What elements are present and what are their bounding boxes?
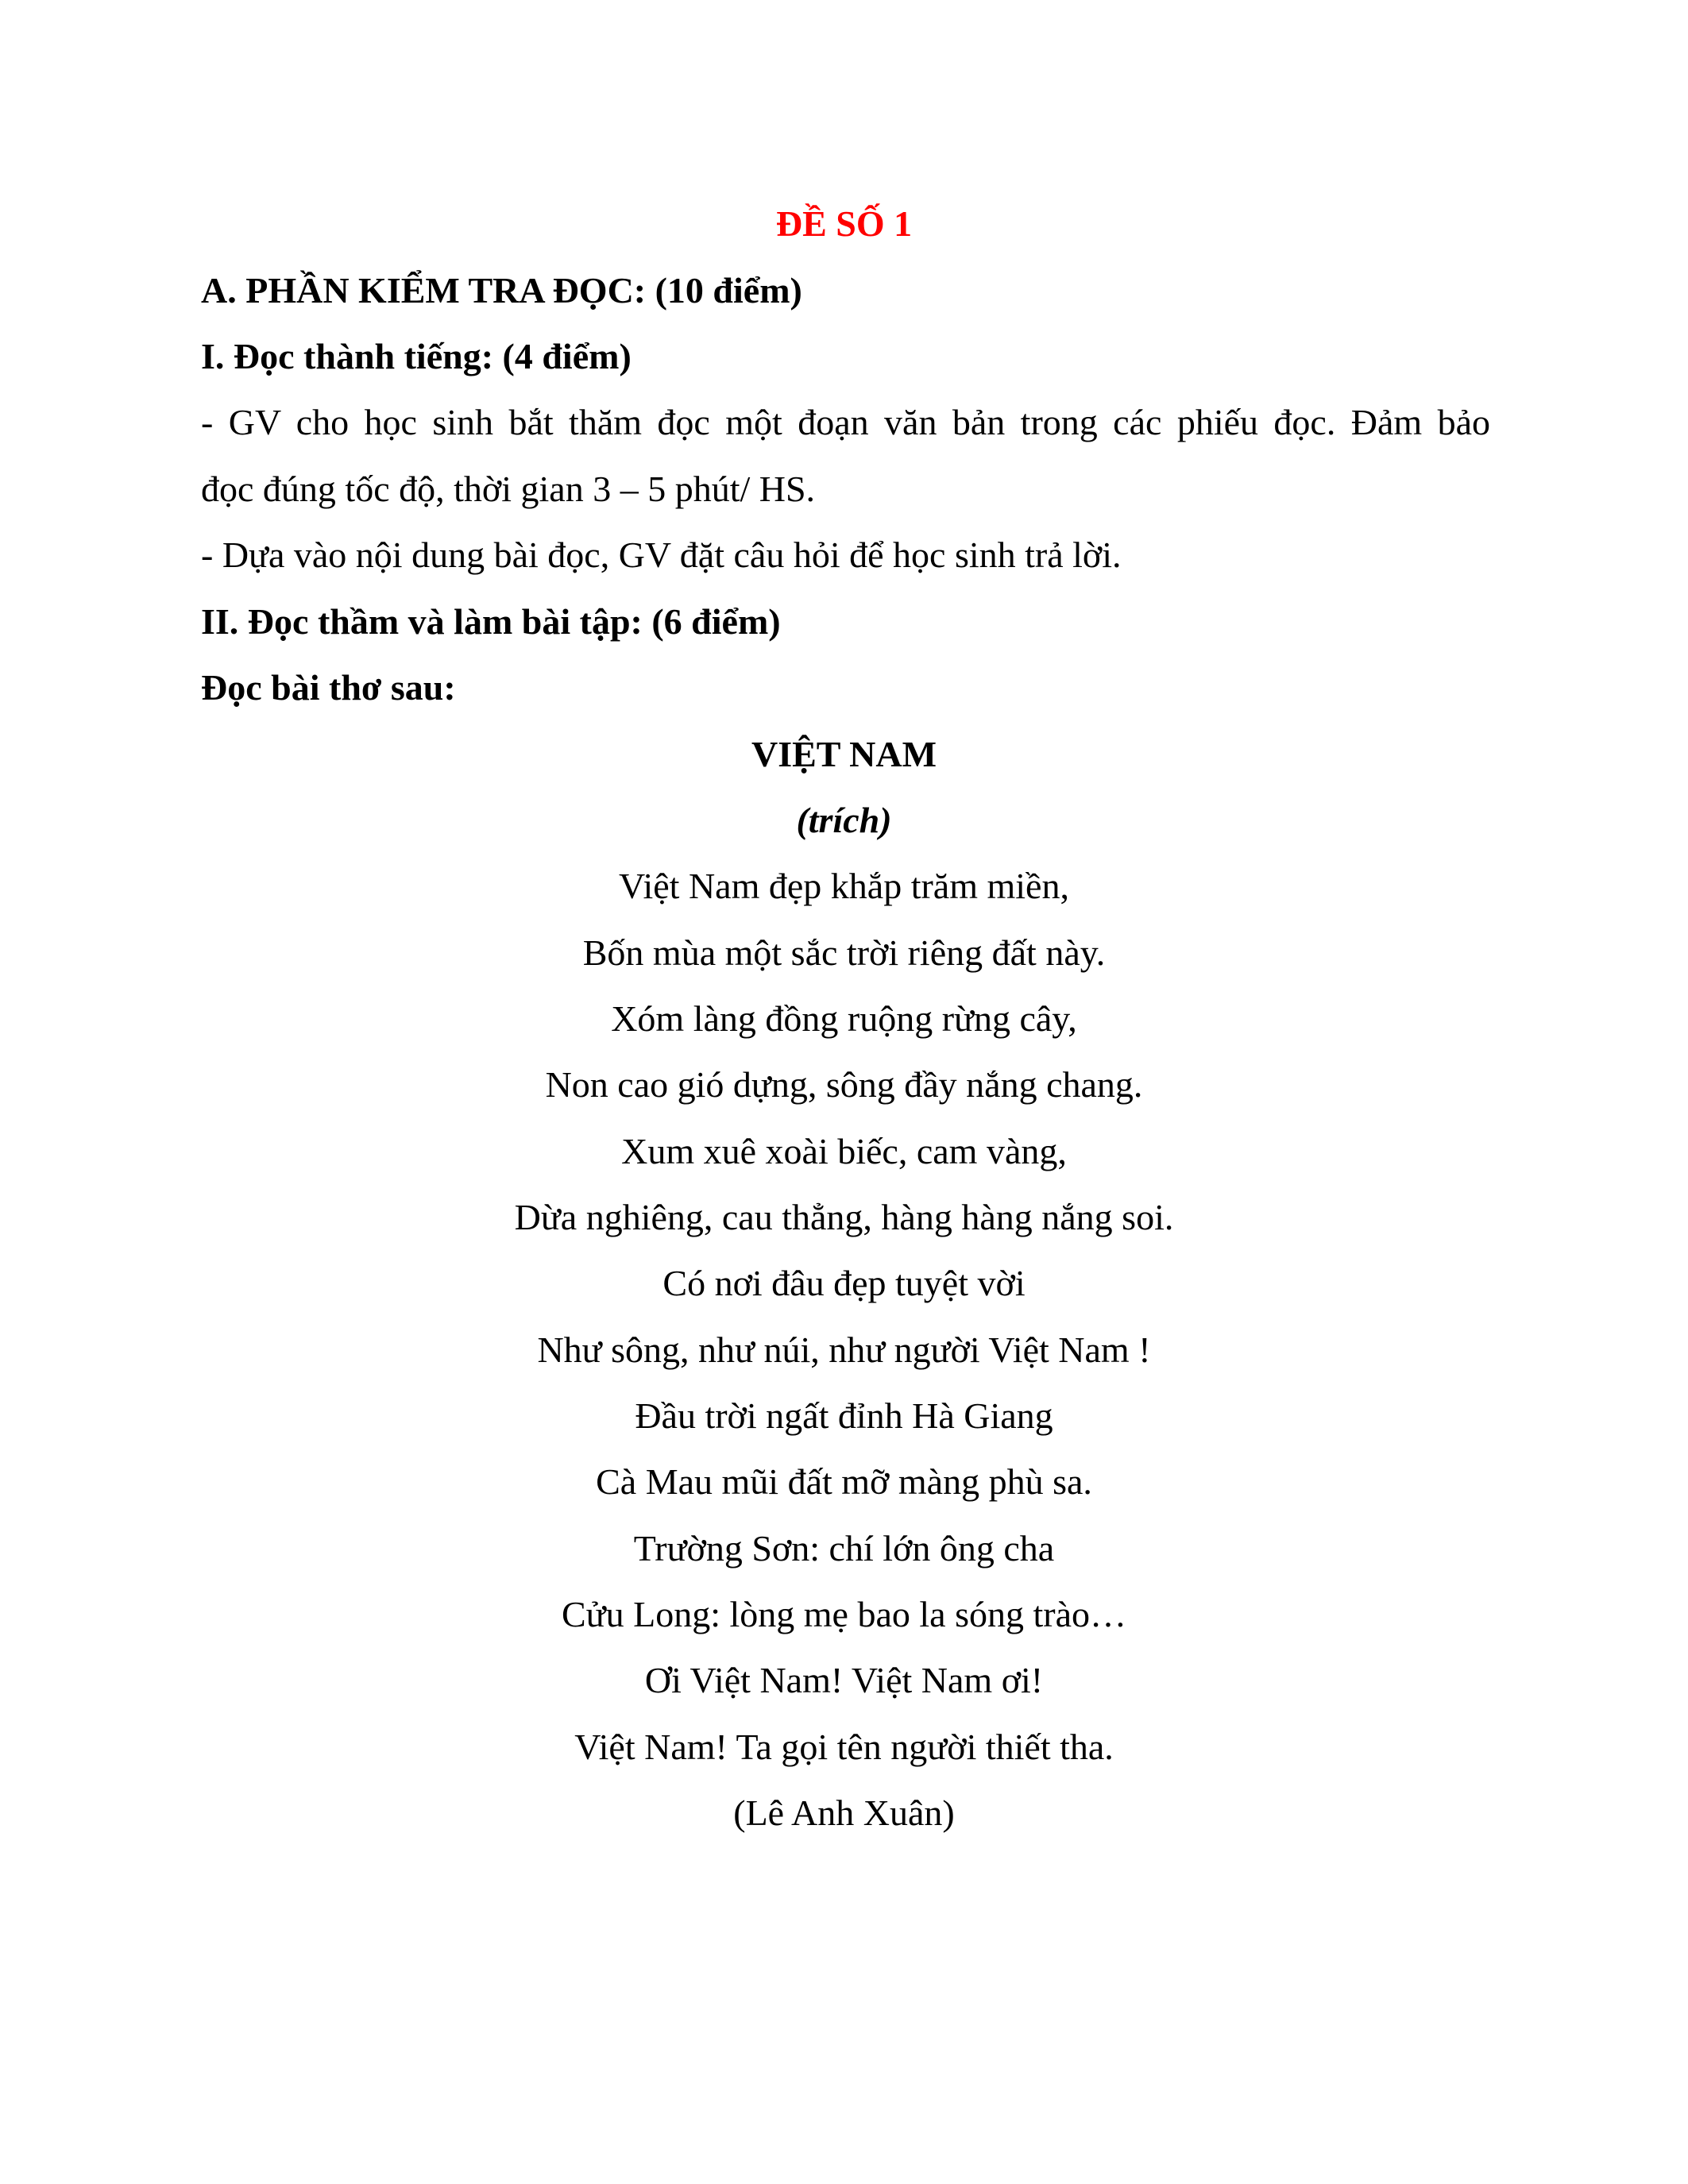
poem-line: Có nơi đâu đẹp tuyệt vời <box>662 1263 1026 1303</box>
poem-line: Đầu trời ngất đỉnh Hà Giang <box>635 1395 1053 1436</box>
poem-line: Cà Mau mũi đất mỡ màng phù sa. <box>596 1461 1092 1502</box>
poem-line: Việt Nam! Ta gọi tên người thiết tha. <box>574 1727 1114 1767</box>
part-1-instruction-line-2: đọc đúng tốc độ, thời gian 3 – 5 phút/ HS. <box>201 469 816 509</box>
part-1-instruction-line-1: - GV cho học sinh bắt thăm đọc một đoạn văn bản trong các phiếu đọc. Đảm bảo <box>201 402 1490 442</box>
part-2-heading: II. Đọc thầm và làm bài tập: (6 điểm) <box>201 601 781 642</box>
poem-title: VIỆT NAM <box>751 734 937 774</box>
poem-line: Xóm làng đồng ruộng rừng cây, <box>611 998 1077 1039</box>
part-1-instruction-line-3: - Dựa vào nội dung bài đọc, GV đặt câu hỏi để học sinh trả lời. <box>201 534 1122 575</box>
poem-line: Như sông, như núi, như người Việt Nam ! <box>537 1329 1151 1370</box>
poem-author: (Lê Anh Xuân) <box>733 1792 955 1833</box>
read-instruction: Đọc bài thơ sau: <box>201 667 456 708</box>
poem-line: Non cao gió dựng, sông đầy nắng chang. <box>545 1064 1143 1105</box>
poem-line: Dừa nghiêng, cau thẳng, hàng hàng nắng soi. <box>514 1197 1174 1237</box>
poem-line: Ơi Việt Nam! Việt Nam ơi! <box>644 1660 1044 1700</box>
poem-line: Xum xuê xoài biếc, cam vàng, <box>621 1131 1067 1171</box>
exam-title: ĐỀ SỐ 1 <box>775 203 913 244</box>
poem-line: Cửu Long: lòng mẹ bao la sóng trào… <box>561 1594 1126 1634</box>
section-a-heading: A. PHẦN KIỂM TRA ĐỌC: (10 điểm) <box>201 270 802 311</box>
poem-line: Trường Sơn: chí lớn ông cha <box>633 1528 1055 1569</box>
poem-line: Việt Nam đẹp khắp trăm miền, <box>619 866 1069 906</box>
poem-line: Bốn mùa một sắc trời riêng đất này. <box>582 932 1106 973</box>
poem-subtitle: (trích) <box>796 800 892 840</box>
part-1-heading: I. Đọc thành tiếng: (4 điểm) <box>201 336 632 376</box>
